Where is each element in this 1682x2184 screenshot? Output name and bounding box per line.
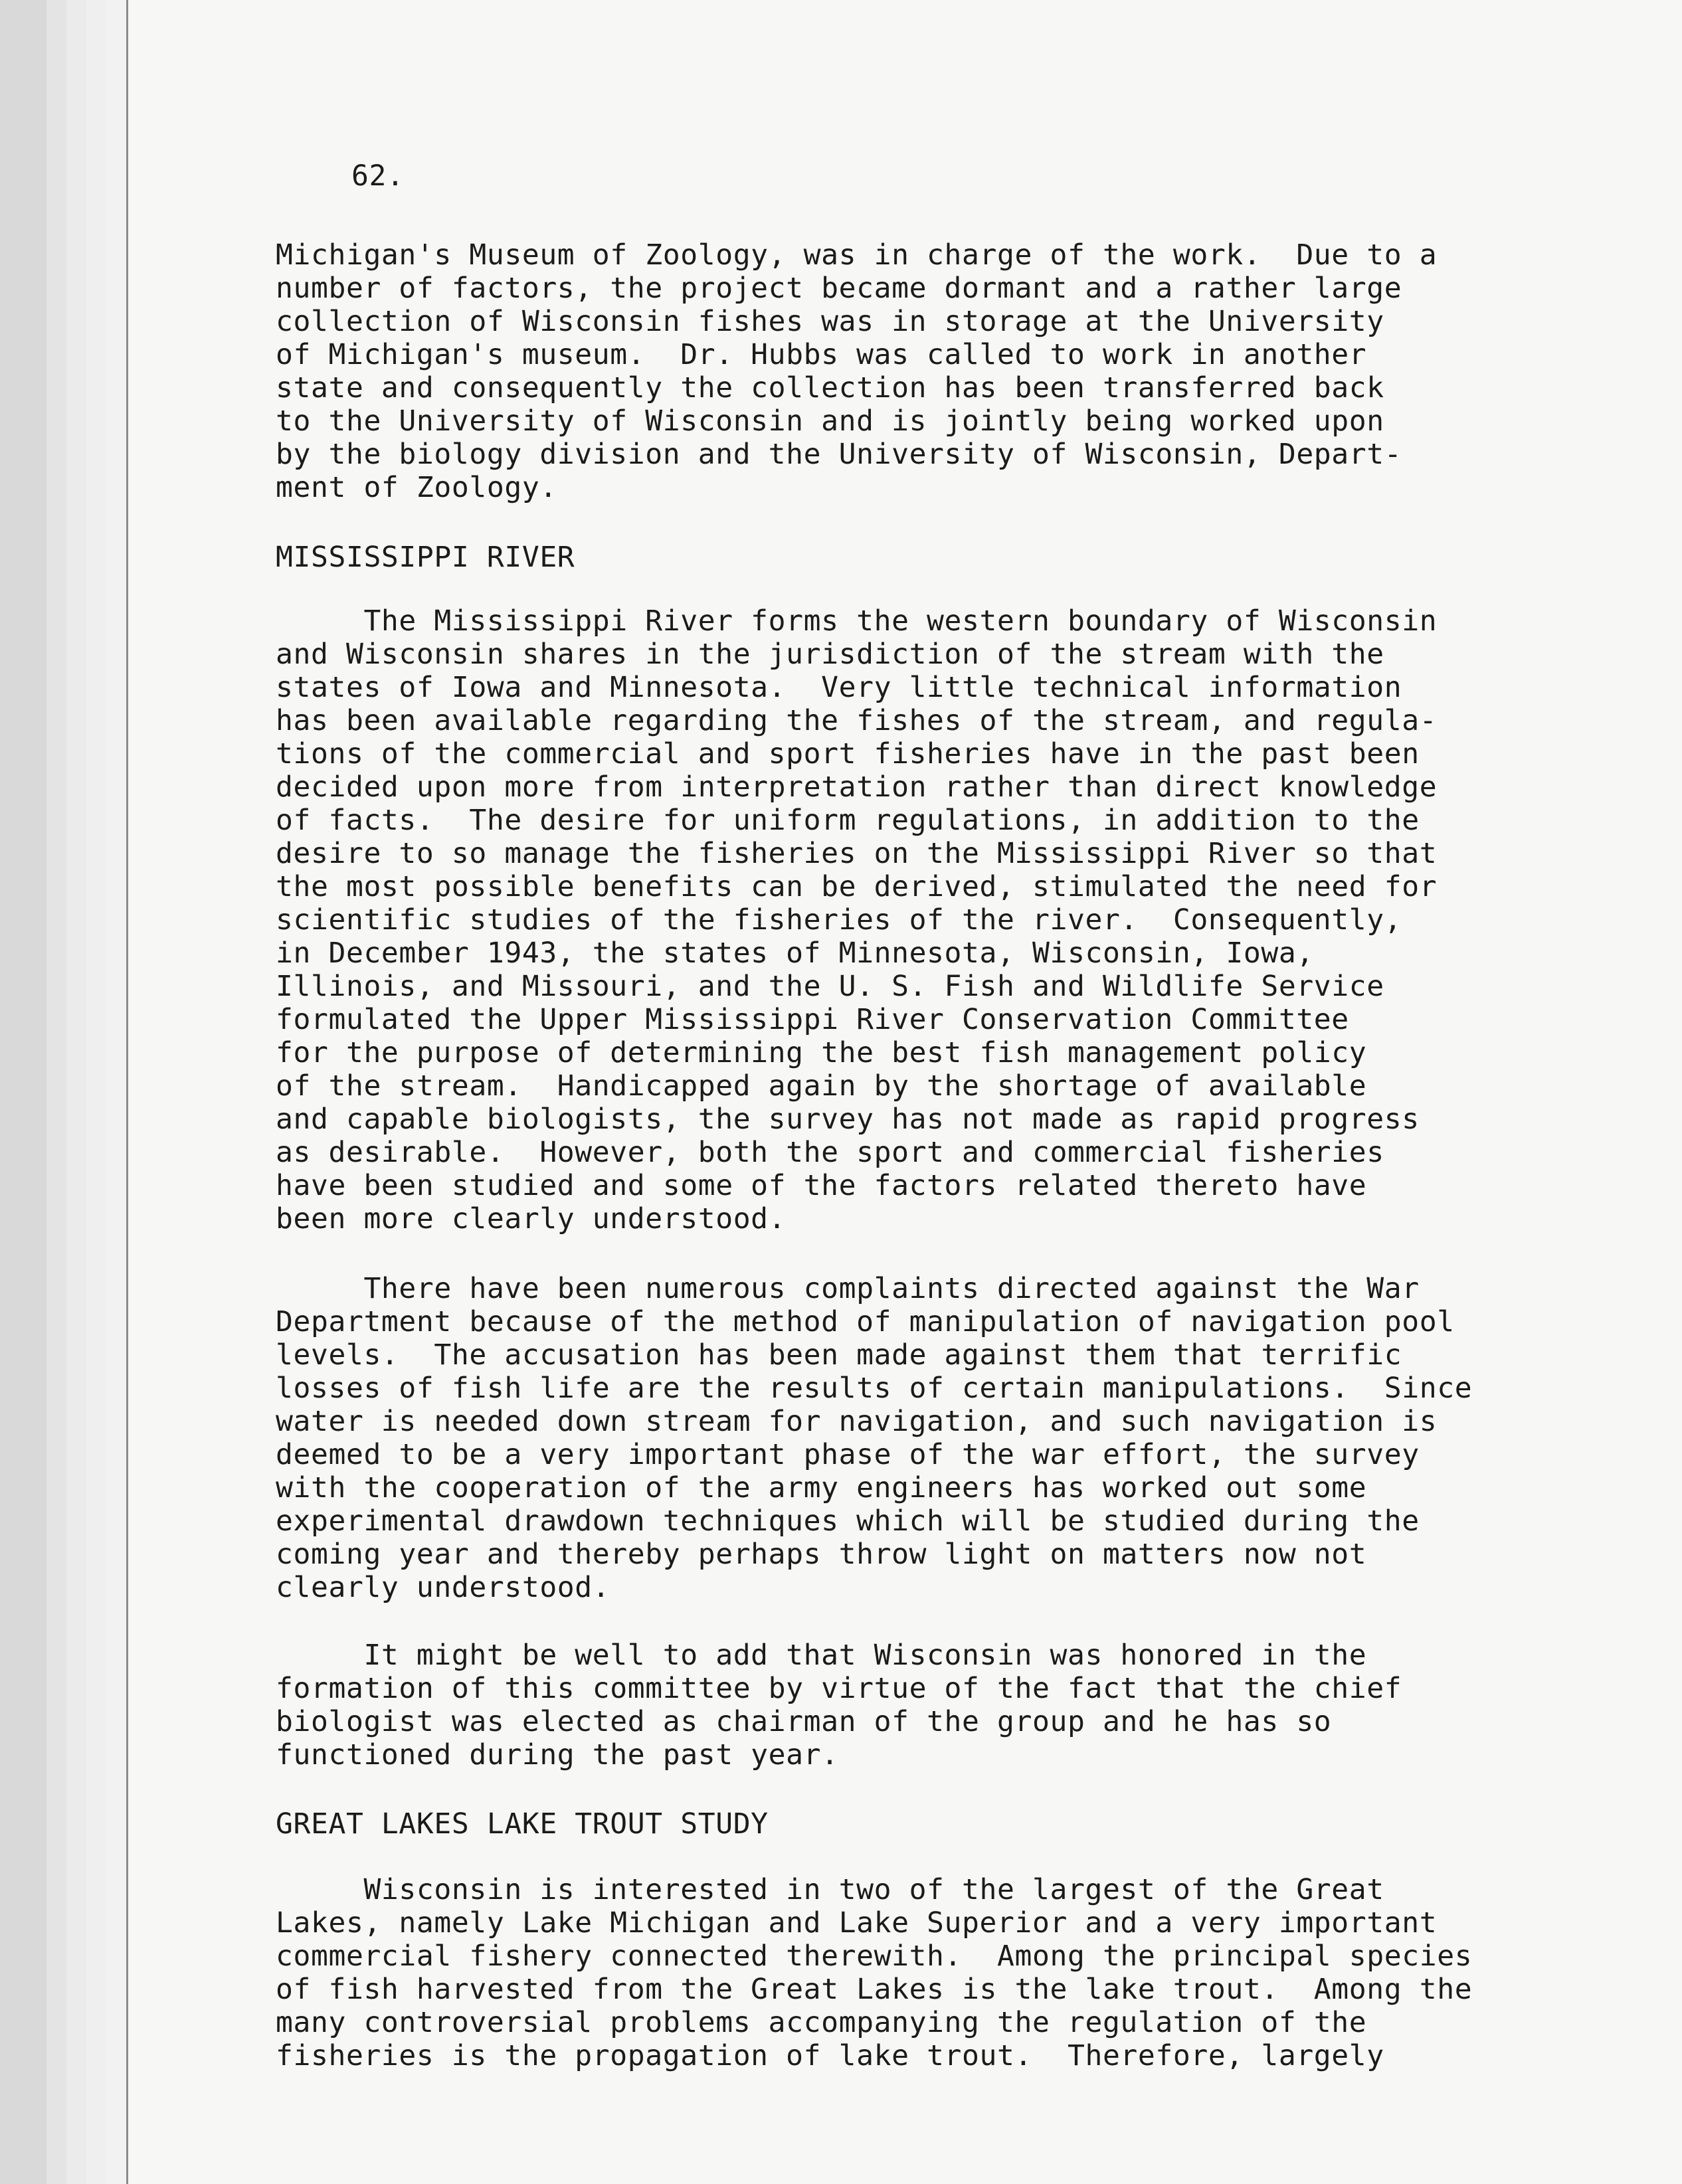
text-line: It might be well to add that Wisconsin was honored in the (276, 1639, 1367, 1672)
text-line: Wisconsin is interested in two of the largest of the Great (276, 1873, 1384, 1906)
section-heading: MISSISSIPPI RIVER (276, 541, 575, 574)
text-line: been more clearly understood. (276, 1202, 787, 1235)
text-line: of Michigan's museum. Dr. Hubbs was called to work in another (276, 338, 1367, 371)
text-line: state and consequently the collection has been transferred back (276, 371, 1384, 405)
text-line: water is needed down stream for navigation, and such navigation is (276, 1405, 1438, 1438)
text-line: scientific studies of the fisheries of the river. Consequently, (276, 903, 1402, 937)
text-line: Department because of the method of manipulation of navigation pool (276, 1305, 1455, 1338)
text-line: coming year and thereby perhaps throw light on matters now not (276, 1538, 1367, 1571)
page-edge (106, 0, 128, 2184)
text-line: of fish harvested from the Great Lakes is the lake trout. Among the (276, 1973, 1473, 2006)
page-number: 62. (351, 159, 405, 193)
text-line: losses of fish life are the results of certain manipulations. Since (276, 1372, 1473, 1405)
text-line: fisheries is the propagation of lake trout. Therefore, largely (276, 2039, 1384, 2072)
text-line: ment of Zoology. (276, 471, 557, 504)
text-line: in December 1943, the states of Minnesota, Wisconsin, Iowa, (276, 937, 1314, 970)
text-line: collection of Wisconsin fishes was in storage at the University (276, 305, 1384, 338)
text-line: formation of this committee by virtue of the fact that the chief (276, 1672, 1402, 1705)
text-line: with the cooperation of the army engineers has worked out some (276, 1471, 1367, 1504)
text-line: There have been numerous complaints directed against the War (276, 1272, 1420, 1305)
text-line: commercial fishery connected therewith. Among the principal species (276, 1940, 1473, 1973)
page-edge (47, 0, 68, 2184)
text-line: formulated the Upper Mississippi River Conservation Committee (276, 1003, 1349, 1036)
page-edge (86, 0, 108, 2184)
text-line: Lakes, namely Lake Michigan and Lake Superior and a very important (276, 1906, 1438, 1940)
page-edge (0, 0, 48, 2184)
text-line: states of Iowa and Minnesota. Very little technical information (276, 671, 1402, 704)
text-line: have been studied and some of the factors related thereto have (276, 1169, 1367, 1202)
text-line: Illinois, and Missouri, and the U. S. Fish and Wildlife Service (276, 970, 1384, 1003)
text-line: by the biology division and the University of Wisconsin, Depart- (276, 438, 1402, 471)
text-line: to the University of Wisconsin and is jointly being worked upon (276, 405, 1384, 438)
text-line: clearly understood. (276, 1571, 610, 1604)
text-line: for the purpose of determining the best fish management policy (276, 1036, 1367, 1069)
text-line: experimental drawdown techniques which will be studied during the (276, 1504, 1420, 1538)
text-line: Michigan's Museum of Zoology, was in charge of the work. Due to a (276, 238, 1438, 272)
text-line: and capable biologists, the survey has not made as rapid progress (276, 1103, 1420, 1136)
text-line: desire to so manage the fisheries on the Mississippi River so that (276, 837, 1438, 870)
text-line: the most possible benefits can be derived, stimulated the need for (276, 870, 1438, 903)
section-heading: GREAT LAKES LAKE TROUT STUDY (276, 1807, 769, 1841)
text-line: has been available regarding the fishes of the stream, and regula- (276, 704, 1438, 737)
text-line: levels. The accusation has been made against them that terrific (276, 1338, 1402, 1372)
text-line: of the stream. Handicapped again by the shortage of available (276, 1069, 1367, 1103)
text-line: as desirable. However, both the sport and commercial fisheries (276, 1136, 1384, 1169)
text-line: number of factors, the project became dormant and a rather large (276, 272, 1402, 305)
text-line: deemed to be a very important phase of the war effort, the survey (276, 1438, 1420, 1471)
page-edge (66, 0, 88, 2184)
text-line: functioned during the past year. (276, 1738, 839, 1772)
text-line: The Mississippi River forms the western boundary of Wisconsin (276, 604, 1438, 638)
text-line: many controversial problems accompanying the regulation of the (276, 2006, 1367, 2039)
text-line: tions of the commercial and sport fisheries have in the past been (276, 737, 1420, 771)
text-line: of facts. The desire for uniform regulations, in addition to the (276, 804, 1420, 837)
document-page (126, 0, 1682, 2184)
text-line: decided upon more from interpretation rather than direct knowledge (276, 771, 1438, 804)
text-line: and Wisconsin shares in the jurisdiction of the stream with the (276, 638, 1384, 671)
text-line: biologist was elected as chairman of the group and he has so (276, 1705, 1332, 1738)
page-text (128, 0, 1473, 2072)
